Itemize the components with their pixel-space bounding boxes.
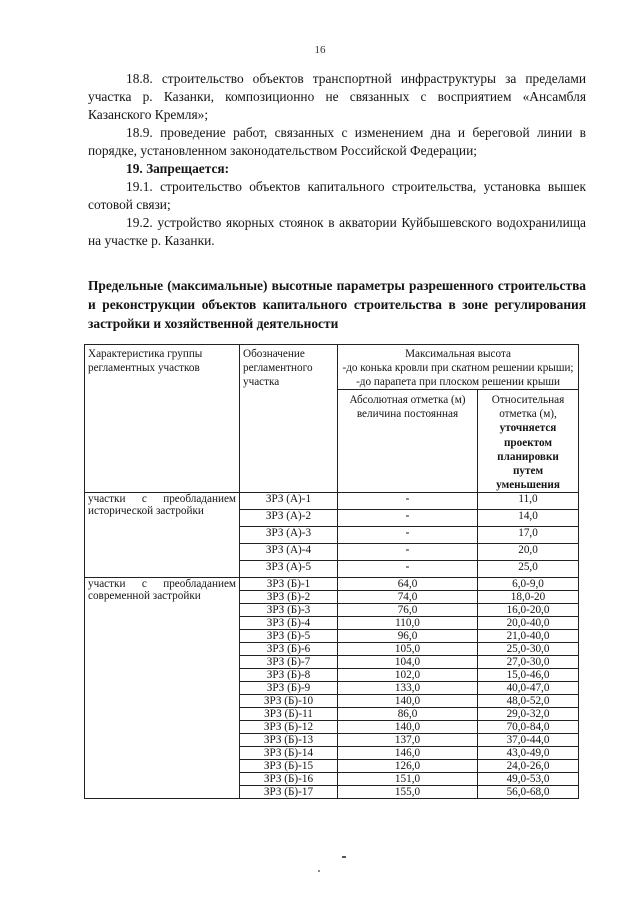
- scan-speck: [318, 870, 320, 872]
- designation-cell: ЗРЗ (А)-2: [240, 510, 338, 527]
- relative-height-cell: 43,0-49,0: [478, 747, 579, 760]
- paragraph-19-heading: 19. Запрещается:: [126, 161, 230, 176]
- relative-height-cell: 48,0-52,0: [478, 695, 579, 708]
- designation-cell: ЗРЗ (Б)-4: [240, 617, 338, 630]
- absolute-height-cell: 151,0: [338, 773, 478, 786]
- absolute-height-cell: 110,0: [338, 617, 478, 630]
- designation-cell: ЗРЗ (А)-5: [240, 561, 338, 578]
- header-absolute: Абсолютная отметка (м) величина постоянная: [338, 390, 478, 493]
- designation-cell: ЗРЗ (Б)-3: [240, 604, 338, 617]
- absolute-height-cell: 86,0: [338, 708, 478, 721]
- absolute-height-cell: 102,0: [338, 669, 478, 682]
- absolute-height-cell: -: [338, 561, 478, 578]
- designation-cell: ЗРЗ (А)-4: [240, 544, 338, 561]
- relative-height-cell: 27,0-30,0: [478, 656, 579, 669]
- paragraph-18-8: 18.8. строительство объектов транспортной инфраструктуры за пределами участка р. Казанки, композиционно не связанных с восприятием «Ансамбля Казанского Кремля»;: [88, 71, 586, 122]
- absolute-height-cell: 146,0: [338, 747, 478, 760]
- relative-height-cell: 24,0-26,0: [478, 760, 579, 773]
- relative-height-cell: 15,0-46,0: [478, 669, 579, 682]
- designation-cell: ЗРЗ (Б)-12: [240, 721, 338, 734]
- absolute-height-cell: 105,0: [338, 643, 478, 656]
- relative-height-cell: 56,0-68,0: [478, 786, 579, 799]
- relative-height-cell: 16,0-20,0: [478, 604, 579, 617]
- section-heading: Предельные (максимальные) высотные параметры разрешенного строительства и реконструкции объектов капитального строительства в зоне регулирования застройки и хозяйственной деятельности: [88, 278, 586, 331]
- absolute-height-cell: 126,0: [338, 760, 478, 773]
- header-max-height-line2: -до парапета при плоском решении крыши: [356, 376, 560, 388]
- relative-height-cell: 11,0: [478, 493, 579, 510]
- relative-height-cell: 37,0-44,0: [478, 734, 579, 747]
- relative-height-cell: 18,0-20: [478, 591, 579, 604]
- relative-height-cell: 29,0-32,0: [478, 708, 579, 721]
- paragraph-18-9: 18.9. проведение работ, связанных с изменением дна и береговой линии в порядке, установленном законодательством Российской Федерации;: [88, 125, 586, 158]
- header-relative-bold: уточняется проектом планировки путем уменьшения: [496, 422, 560, 492]
- scan-speck: [342, 856, 346, 858]
- absolute-height-cell: 96,0: [338, 630, 478, 643]
- header-max-height-title: Максимальная высота: [405, 348, 511, 360]
- header-designation: Обозначение регламентного участка: [240, 345, 338, 493]
- absolute-height-cell: 155,0: [338, 786, 478, 799]
- designation-cell: ЗРЗ (Б)-10: [240, 695, 338, 708]
- designation-cell: ЗРЗ (Б)-14: [240, 747, 338, 760]
- relative-height-cell: 25,0-30,0: [478, 643, 579, 656]
- absolute-height-cell: 133,0: [338, 682, 478, 695]
- absolute-height-cell: 140,0: [338, 695, 478, 708]
- header-group: Характеристика группы регламентных участков: [85, 345, 240, 493]
- designation-cell: ЗРЗ (Б)-17: [240, 786, 338, 799]
- designation-cell: ЗРЗ (Б)-16: [240, 773, 338, 786]
- designation-cell: ЗРЗ (Б)-9: [240, 682, 338, 695]
- relative-height-cell: 49,0-53,0: [478, 773, 579, 786]
- absolute-height-cell: 140,0: [338, 721, 478, 734]
- table-row: [85, 578, 579, 591]
- header-relative: Относительная отметка (м), уточняется проектом планировки путем уменьшения: [478, 390, 579, 493]
- relative-height-cell: 20,0-40,0: [478, 617, 579, 630]
- designation-cell: ЗРЗ (Б)-11: [240, 708, 338, 721]
- header-max-height: [338, 345, 579, 390]
- designation-cell: ЗРЗ (А)-3: [240, 527, 338, 544]
- absolute-height-cell: -: [338, 493, 478, 510]
- designation-cell: ЗРЗ (Б)-8: [240, 669, 338, 682]
- header-max-height-line1: -до конька кровли при скатном решении крыши;: [342, 362, 574, 374]
- designation-cell: ЗРЗ (Б)-6: [240, 643, 338, 656]
- designation-cell: ЗРЗ (Б)-1: [240, 578, 338, 591]
- absolute-height-cell: 74,0: [338, 591, 478, 604]
- designation-cell: ЗРЗ (А)-1: [240, 493, 338, 510]
- relative-height-cell: 20,0: [478, 544, 579, 561]
- designation-cell: ЗРЗ (Б)-2: [240, 591, 338, 604]
- relative-height-cell: 17,0: [478, 527, 579, 544]
- relative-height-cell: 25,0: [478, 561, 579, 578]
- designation-cell: ЗРЗ (Б)-7: [240, 656, 338, 669]
- relative-height-cell: 21,0-40,0: [478, 630, 579, 643]
- absolute-height-cell: -: [338, 544, 478, 561]
- designation-cell: ЗРЗ (Б)-15: [240, 760, 338, 773]
- relative-height-cell: 14,0: [478, 510, 579, 527]
- table-row: [85, 493, 579, 510]
- relative-height-cell: 40,0-47,0: [478, 682, 579, 695]
- paragraph-19-1: 19.1. строительство объектов капитального строительства, установка вышек сотовой связи;: [88, 179, 586, 212]
- group-name-cell: участки с преобладанием современной застройки: [85, 578, 240, 799]
- group-name-cell: участки с преобладанием исторической застройки: [85, 493, 240, 578]
- absolute-height-cell: -: [338, 527, 478, 544]
- absolute-height-cell: -: [338, 510, 478, 527]
- page-number: 16: [314, 44, 326, 56]
- relative-height-cell: 70,0-84,0: [478, 721, 579, 734]
- height-parameters-table: [84, 344, 579, 799]
- designation-cell: ЗРЗ (Б)-5: [240, 630, 338, 643]
- designation-cell: ЗРЗ (Б)-13: [240, 734, 338, 747]
- absolute-height-cell: 76,0: [338, 604, 478, 617]
- absolute-height-cell: 104,0: [338, 656, 478, 669]
- relative-height-cell: 6,0-9,0: [478, 578, 579, 591]
- absolute-height-cell: 64,0: [338, 578, 478, 591]
- paragraph-19-2: 19.2. устройство якорных стоянок в акватории Куйбышевского водохранилища на участке р. Казанки.: [88, 215, 586, 248]
- absolute-height-cell: 137,0: [338, 734, 478, 747]
